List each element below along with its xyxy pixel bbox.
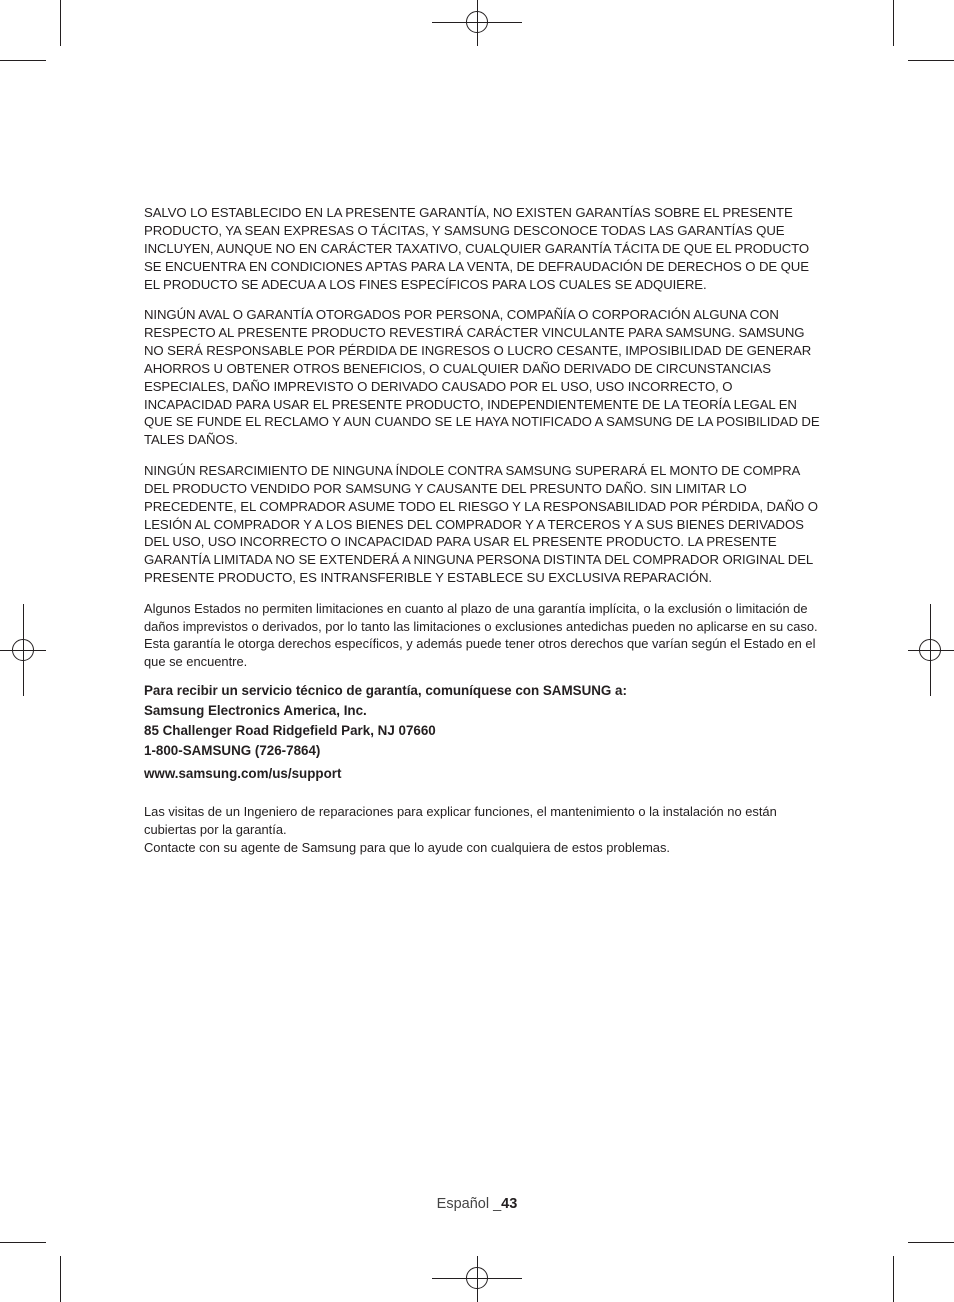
service-note-line: Las visitas de un Ingeniero de reparaciones para explicar funciones, el mantenimiento o la instalación no están cubiertas por la garantía.: [144, 804, 777, 838]
support-phone: 1-800-SAMSUNG (726-7864): [144, 742, 321, 758]
support-website-link[interactable]: www.samsung.com/us/support: [144, 766, 342, 782]
state-law-paragraph: Algunos Estados no permiten limitaciones en cuanto al plazo de una garantía implícita, o la exclusión o limitación de daños imprevistos o derivados, por lo tanto las limitaciones o exclusiones antedichas pueden no aplicarse en su caso. Esta garantía le otorga derechos específicos, y además puede tener otros derechos que varían según el Estado en el que se encuentre.: [144, 600, 818, 670]
registration-circle: [919, 639, 941, 661]
disclaimer-paragraph: SALVO LO ESTABLECIDO EN LA PRESENTE GARANTÍA, NO EXISTEN GARANTÍAS SOBRE EL PRESENTE PRODUCTO, YA SEAN EXPRESAS O TÁCITAS, Y SAMSUNG DESCONOCE TODAS LAS GARANTÍAS QUE INCLUYEN, AUNQUE NO EN CARÁCTER TAXATIVO, CUALQUIER GARANTÍA TÁCITA DE QUE EL PRODUCTO SE ENCUENTRA EN CONDICIONES APTAS PARA LA VENTA, DE DEFRAUDACIÓN DE DERECHOS O DE QUE EL PRODUCTO SE ADECUA A LOS FINES ESPECÍFICOS PARA LOS CUALES SE ADQUIERE.: [144, 205, 810, 292]
service-note-line: Contacte con su agente de Samsung para que lo ayude con cualquiera de estos problemas.: [144, 840, 670, 856]
crop-mark: [0, 1242, 46, 1243]
crop-mark: [908, 60, 954, 61]
service-note: [144, 803, 820, 857]
crop-mark: [60, 1256, 61, 1302]
remedy-paragraph: NINGÚN RESARCIMIENTO DE NINGUNA ÍNDOLE CONTRA SAMSUNG SUPERARÁ EL MONTO DE COMPRA DEL PRODUCTO VENDIDO POR SAMSUNG Y CAUSANTE DEL PRESUNTO DAÑO. SIN LIMITAR LO PRECEDENTE, EL COMPRADOR ASUME TODO EL RIESGO Y LA RESPONSABILIDAD POR PÉRDIDA, DAÑO O LESIÓN AL COMPRADOR Y A LOS BIENES DEL COMPRADOR Y A TERCEROS Y A SUS BIENES DERIVADOS DEL USO, USO INCORRECTO O INCAPACIDAD PARA USAR EL PRESENTE PRODUCTO. LA PRESENTE GARANTÍA LIMITADA NO SE EXTENDERÁ A NINGUNA PERSONA DISTINTA DEL COMPRADOR ORIGINAL DEL PRESENTE PRODUCTO, ES INTRANSFERIBLE Y ESTABLECE SU EXCLUSIVA REPARACIÓN.: [144, 462, 818, 586]
page-footer: [0, 1196, 954, 1212]
footer-language: Español _: [436, 1196, 502, 1212]
liability-paragraph: NINGÚN AVAL O GARANTÍA OTORGADOS POR PERSONA, COMPAÑÍA O CORPORACIÓN ALGUNA CON RESPECTO AL PRESENTE PRODUCTO REVESTIRÁ CARÁCTER VINCULANTE PARA SAMSUNG. SAMSUNG NO SERÁ RESPONSABLE POR PÉRDIDA DE INGRESOS O LUCRO CESANTE, IMPOSIBILIDAD DE GENERAR AHORROS U OBTENER OTROS BENEFICIOS, O CUALQUIER DAÑO DERIVADO DE CIRCUNSTANCIAS ESPECIALES, DAÑO IMPREVISTO O DERIVADO CAUSADO POR EL USO, USO INCORRECTO, O INCAPACIDAD PARA USAR EL PRESENTE PRODUCTO, INDEPENDIENTEMENTE DE LA TEORÍA LEGAL EN QUE SE FUNDE EL RECLAMO Y AUN CUANDO SE LE HAYA NOTIFICADO A SAMSUNG DE LA POSIBILIDAD DE TALES DAÑOS.: [144, 307, 820, 448]
contact-intro: Para recibir un servicio técnico de garantía, comuníquese con SAMSUNG a:: [144, 683, 627, 699]
page-number: 43: [501, 1196, 518, 1212]
company-name: Samsung Electronics America, Inc.: [144, 703, 367, 719]
warranty-text: [144, 204, 820, 857]
crop-mark: [893, 1256, 894, 1302]
company-address: 85 Challenger Road Ridgefield Park, NJ 07660: [144, 722, 436, 738]
crop-mark: [60, 0, 61, 46]
crop-mark: [908, 1242, 954, 1243]
crop-mark: [0, 60, 46, 61]
registration-circle: [466, 1267, 488, 1289]
registration-circle: [12, 639, 34, 661]
registration-circle: [466, 11, 488, 33]
crop-mark: [893, 0, 894, 46]
